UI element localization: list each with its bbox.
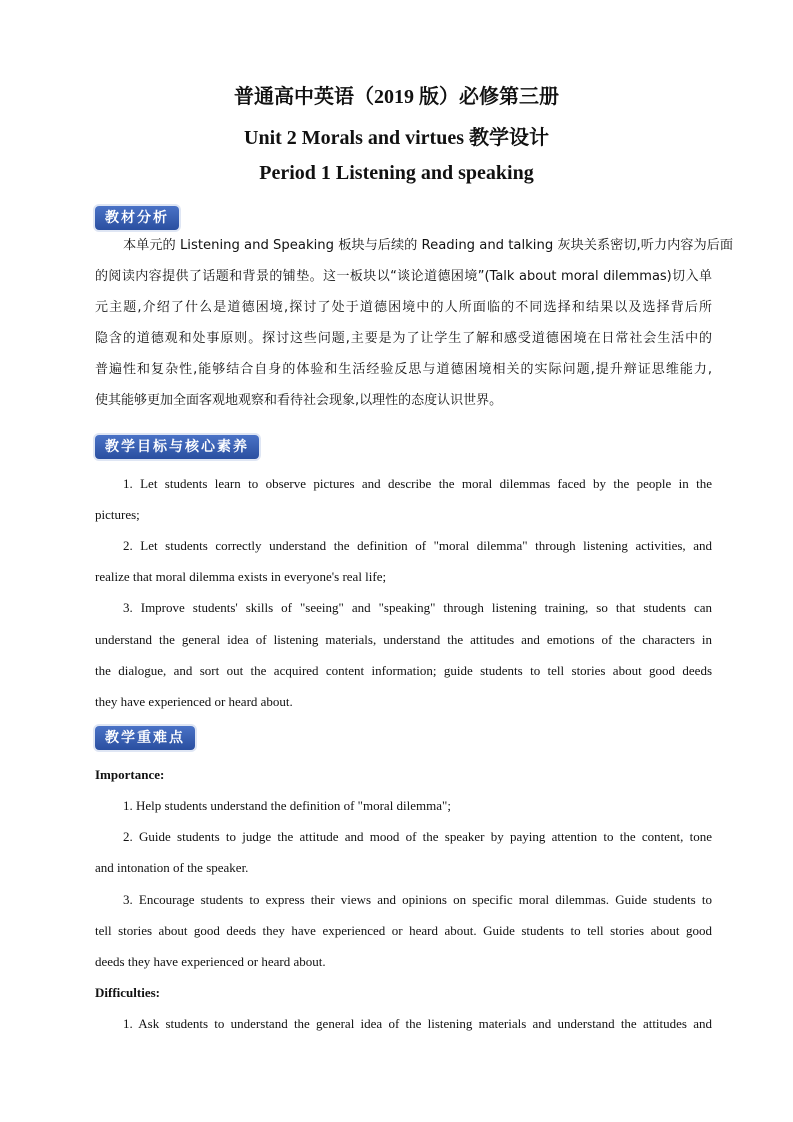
objective-line-4: realize that moral dilemma exists in everyone's real life;	[95, 569, 387, 584]
objective-line-6: understand the general idea of listening materials, understand the attitudes and emotions of the characters in	[95, 632, 712, 647]
objective-line-2: pictures;	[95, 507, 140, 522]
objective-line-8: they have experienced or heard about.	[95, 694, 293, 709]
section-badge-textbook-analysis: 教材分析	[95, 206, 179, 230]
analysis-line-2: 的阅读内容提供了话题和背景的铺垫。这一板块以“谈论道德困境”(Talk about moral dilemmas)切入单	[95, 269, 712, 284]
importance-line-6: deeds they have experienced or heard about.	[95, 954, 326, 969]
analysis-line-3: 元主题,介绍了什么是道德困境,探讨了处于道德困境中的人所面临的不同选择和结果以及选择背后所	[95, 300, 712, 315]
period-title: Period 1 Listening and speaking	[259, 162, 534, 184]
analysis-line-1: 本单元的 Listening and Speaking 板块与后续的 Reading and talking 灰块关系密切,听力内容为后面	[123, 238, 734, 253]
analysis-line-4: 隐含的道德观和处事原则。探讨这些问题,主要是为了让学生了解和感受道德困境在日常社会生活中的	[95, 331, 712, 346]
section-badge-key-points: 教学重难点	[95, 726, 195, 750]
importance-line-5: tell stories about good deeds they have experienced or heard about. Guide students to tell stories about good	[95, 923, 712, 938]
difficulties-heading: Difficulties:	[95, 985, 160, 1000]
importance-line-1: 1. Help students understand the definition of "moral dilemma";	[123, 798, 451, 813]
objective-line-1: 1. Let students learn to observe pictures and describe the moral dilemmas faced by the people in the	[123, 476, 712, 491]
analysis-line-5: 普遍性和复杂性,能够结合自身的体验和生活经验反思与道德困境相关的实际问题,提升辩证思维能力,	[95, 362, 712, 377]
analysis-line-6: 使其能够更加全面客观地观察和看待社会现象,以理性的态度认识世界。	[95, 393, 503, 408]
section-badge-teaching-objectives: 教学目标与核心素养	[95, 435, 259, 459]
difficulties-line-1: 1. Ask students to understand the general idea of the listening materials and understand the attitudes and	[123, 1016, 712, 1031]
importance-heading: Importance:	[95, 767, 165, 782]
importance-line-2: 2. Guide students to judge the attitude and mood of the speaker by paying attention to the content, tone	[123, 829, 712, 844]
objective-line-7: the dialogue, and sort out the acquired content information; guide students to tell stories about good deeds	[95, 663, 712, 678]
importance-line-3: and intonation of the speaker.	[95, 860, 249, 875]
objective-line-5: 3. Improve students' skills of "seeing" and "speaking" through listening training, so that students can	[123, 600, 712, 615]
document-title: 普通高中英语（2019 版）必修第三册	[234, 86, 559, 108]
objective-line-3: 2. Let students correctly understand the definition of "moral dilemma" through listening activities, and	[123, 538, 712, 553]
unit-title: Unit 2 Morals and virtues 教学设计	[244, 127, 549, 149]
importance-line-4: 3. Encourage students to express their views and opinions on specific moral dilemmas. Guide students to	[123, 892, 712, 907]
